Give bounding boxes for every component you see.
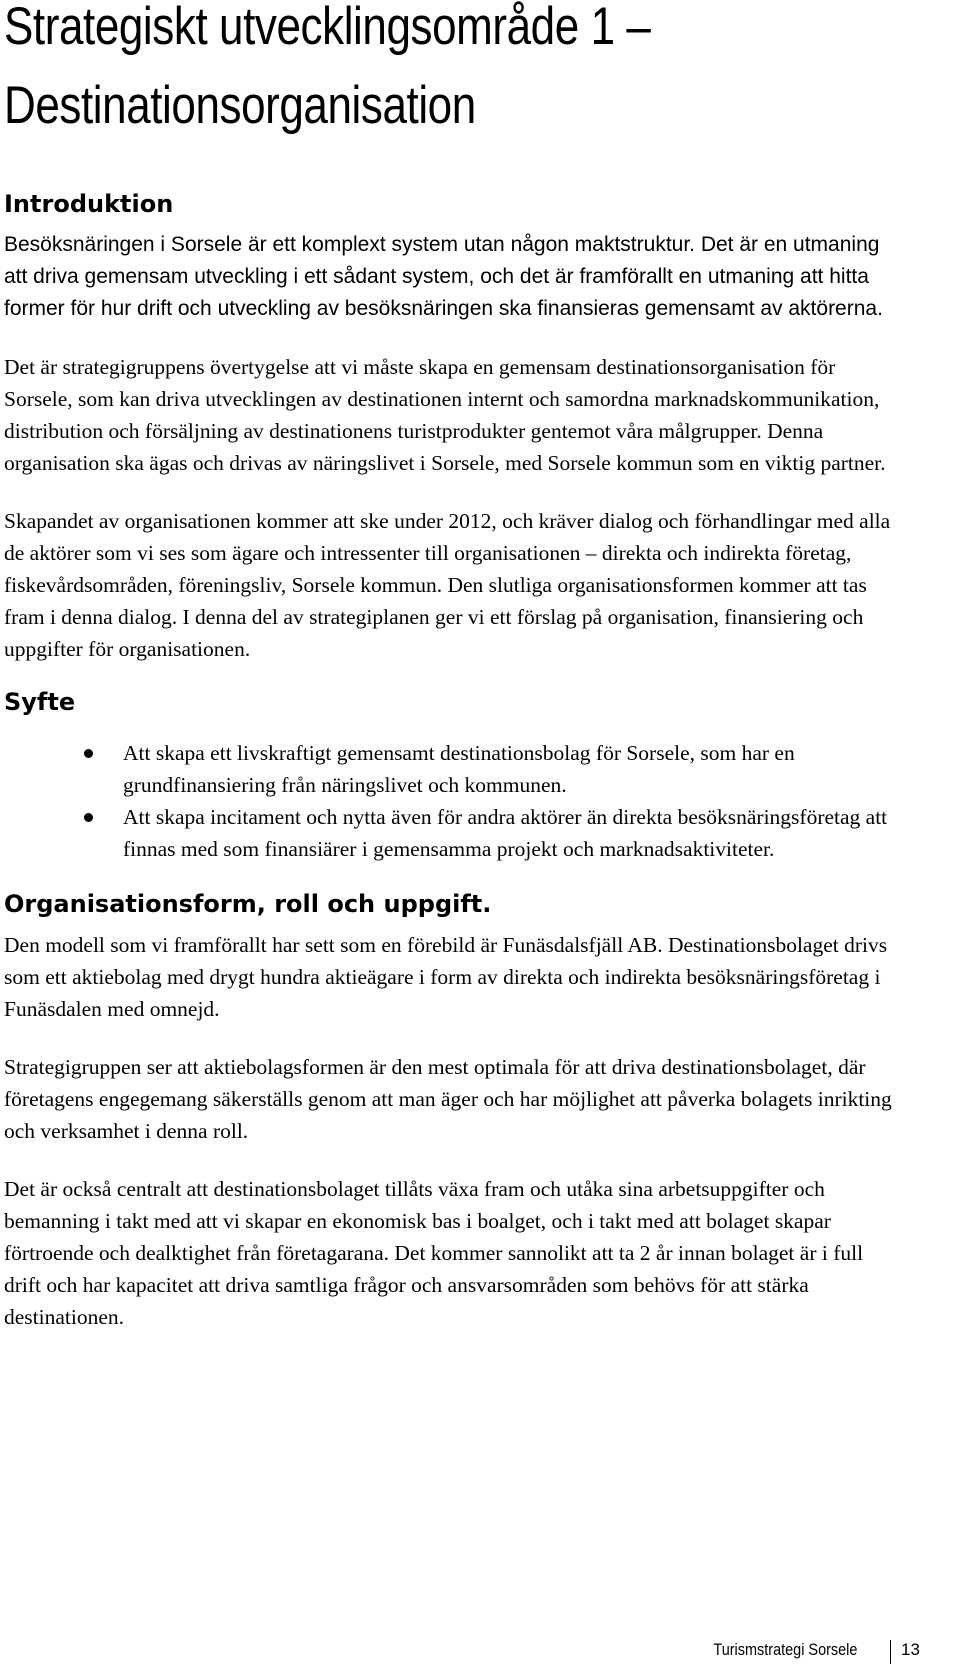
intro-paragraph-1: Besöksnäringen i Sorsele är ett komplext system utan någon maktstruktur. Det är en utmaning att driva gemensam utveckling i ett sådant system, och det är framförallt en utmaning att hitta former för hur drift och utveckling av besöksnäringen ska finansieras gemensamt av aktörerna. [4, 233, 883, 320]
heading-organisationsform: Organisationsform, roll och uppgift. [4, 890, 492, 918]
title-line-2: Destinationsorganisation [4, 76, 476, 135]
syfte-bullet-2 [4, 801, 904, 865]
org-paragraph-3: Det är också centralt att destinationsbolaget tillåts växa fram och utåka sina arbetsuppgifter och bemanning i takt med att vi skapar en ekonomisk bas i boalget, och i takt med att bolaget skapar förtroende och dealktighet från företagarana. Det kommer sannolikt att ta 2 år innan bolaget är i full drift och har kapacitet att driva samtliga frågor och ansvarsområden som behövs för att stärka destinationen. [4, 1177, 864, 1329]
document-page [4, 0, 904, 1333]
bullet-icon [84, 749, 93, 758]
bullet-text: Att skapa ett livskraftigt gemensamt destinationsbolag för Sorsele, som har en grundfinansiering från näringslivet och kommunen. [123, 741, 795, 797]
footer-title: Turismstrategi Sorsele [712, 1640, 857, 1659]
bullet-text: Att skapa incitament och nytta även för andra aktörer än direkta besöksnäringsföretag att finnas med som finansiärer i gemensamma projekt och marknadsaktiviteter. [123, 805, 888, 861]
page-footer [0, 1640, 960, 1665]
bullet-icon [84, 813, 93, 822]
page-title [4, 0, 904, 137]
intro-paragraph-3: Skapandet av organisationen kommer att ske under 2012, och kräver dialog och förhandlingar med alla de aktörer som vi ses som ägare och intressenter till organisationen – direkta och indirekta företag, fiskevårdsområden, föreningsliv, Sorsele kommun. Den slutliga organisationsformen kommer att tas fram i denna dialog. I denna del av strategiplanen ger vi ett förslag på organisation, finansiering och uppgifter för organisationen. [4, 509, 891, 661]
org-paragraph-1: Den modell som vi framförallt har sett som en förebild är Funäsdalsfjäll AB. Destinationsbolaget drivs som ett aktiebolag med drygt hundra aktieägare i form av direkta och indirekta besöksnäringsföretag i Funäsdalen med omnejd. [4, 933, 888, 1021]
heading-introduktion: Introduktion [4, 190, 174, 218]
intro-paragraph-2: Det är strategigruppens övertygelse att vi måste skapa en gemensam destinationsorganisation för Sorsele, som kan driva utvecklingen av destinationen internt och samordna marknadskommunikation, distribution och försäljning av destinationens turistprodukter gentemot våra målgrupper. Denna organisation ska ägas och drivas av näringslivet i Sorsele, med Sorsele kommun som en viktig partner. [4, 355, 886, 475]
title-line-1: Strategiskt utvecklingsområde 1 – [4, 0, 651, 56]
syfte-bullet-1 [4, 737, 904, 801]
syfte-bullet-list [4, 737, 904, 865]
org-paragraph-2: Strategigruppen ser att aktiebolagsformen är den mest optimala för att driva destinationsbolaget, där företagens engegemang säkerställs genom att man äger och har möjlighet att påverka bolagets inrikting och verksamhet i denna roll. [4, 1055, 892, 1143]
heading-syfte: Syfte [4, 688, 76, 716]
page-number: 13 [890, 1640, 920, 1664]
